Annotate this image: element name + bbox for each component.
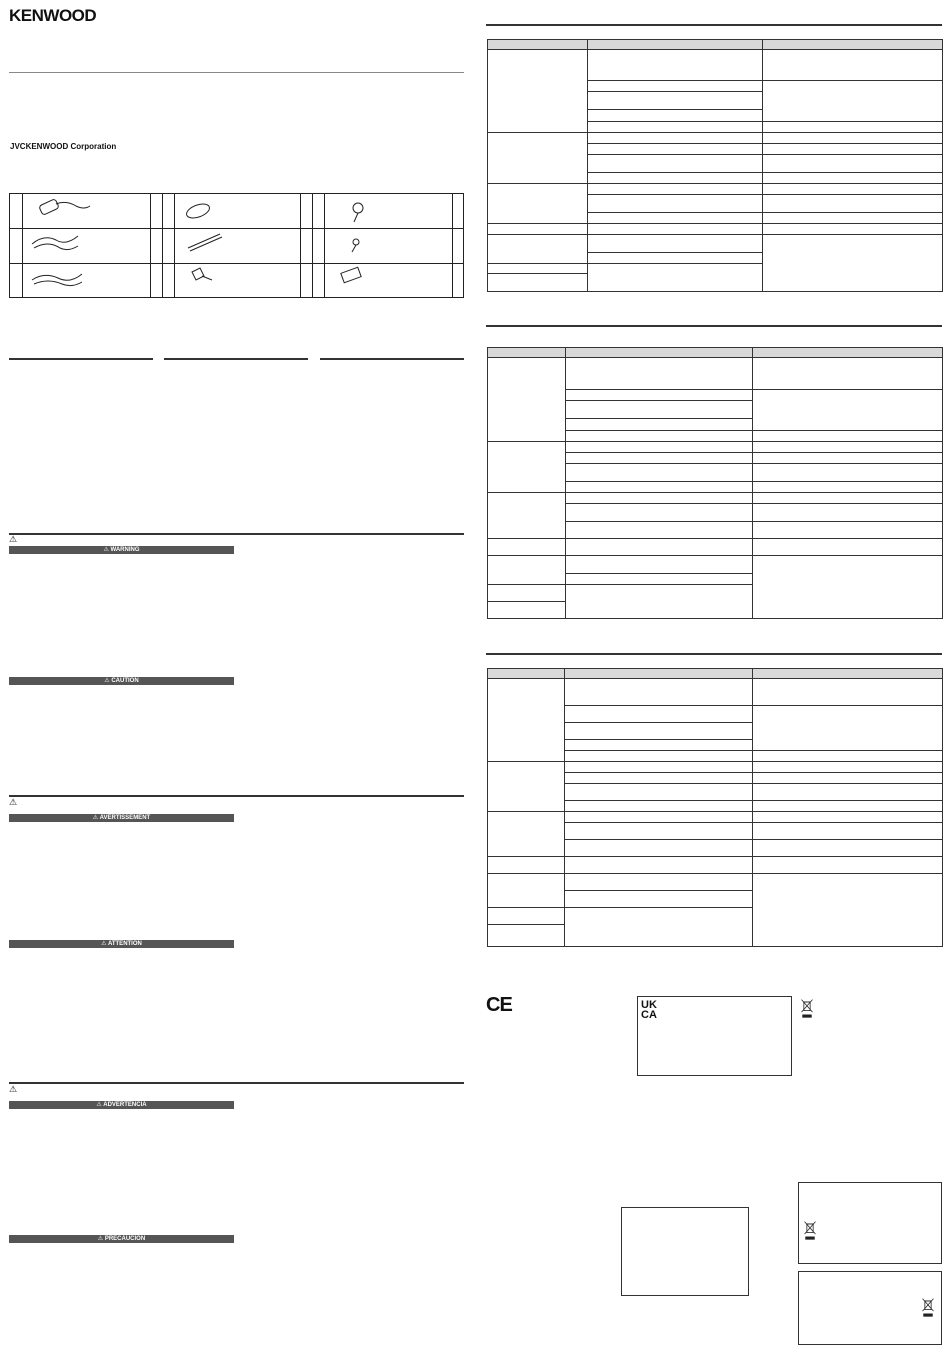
parts-col-divider [312, 194, 313, 297]
warning-triangle-icon: ⚠ [103, 547, 111, 553]
crossed-out-wheelie-bin-icon [799, 998, 815, 1020]
section-rule [9, 358, 153, 360]
parts-col-divider [150, 194, 151, 297]
crossed-out-wheelie-bin-icon [920, 1297, 936, 1319]
parts-illustrations [28, 196, 138, 296]
troubleshooting-table-3 [487, 668, 943, 947]
corporation-name: JVCKENWOOD Corporation [10, 142, 117, 151]
parts-col-divider [22, 194, 23, 297]
header-divider [9, 72, 464, 73]
warning-triangle-icon: ⚠ [9, 797, 18, 807]
warning-triangle-icon: ⚠ [104, 678, 112, 684]
crossed-out-wheelie-bin-icon [802, 1220, 818, 1242]
parts-illustrations-3 [332, 196, 442, 296]
parts-col-divider [324, 194, 325, 297]
parts-col-divider [162, 194, 163, 297]
es-warning-bar: ⚠ ADVERTENCIA [9, 1101, 234, 1109]
parts-col-divider [174, 194, 175, 297]
troubleshooting-table-2 [487, 347, 943, 619]
es-section-rule [9, 1082, 464, 1084]
brand-logo: KENWOOD [9, 6, 97, 25]
section-rule [320, 358, 464, 360]
disposal-box-2 [798, 1271, 942, 1345]
warning-triangle-icon: ⚠ [92, 815, 100, 821]
es-caution-bar: ⚠ PRECAUCIÓN [9, 1235, 234, 1243]
ce-mark: CE [486, 994, 512, 1016]
table1-rule [486, 24, 942, 26]
ukca-box [637, 996, 792, 1076]
table2-rule [486, 325, 942, 327]
info-box [621, 1207, 749, 1296]
warning-triangle-icon: ⚠ [96, 1102, 104, 1108]
fr-caution-bar: ⚠ ATTENTION [9, 940, 234, 948]
fr-section-rule [9, 795, 464, 797]
en-caution-bar: ⚠ CAUTION [9, 677, 234, 685]
warning-triangle-icon: ⚠ [9, 1084, 18, 1094]
table3-rule [486, 653, 942, 655]
parts-col-divider [300, 194, 301, 297]
parts-illustrations-2 [180, 196, 290, 296]
parts-col-divider [452, 194, 453, 297]
warning-triangle-icon: ⚠ [9, 534, 18, 544]
section-rule [164, 358, 308, 360]
troubleshooting-table-1 [487, 39, 943, 292]
en-warning-bar: ⚠ WARNING [9, 546, 234, 554]
fr-warning-bar: ⚠ AVERTISSEMENT [9, 814, 234, 822]
disposal-box-1 [798, 1182, 942, 1264]
parts-list-table [9, 193, 464, 298]
ukca-mark: UK CA [641, 999, 657, 1021]
en-section-rule [9, 533, 464, 535]
warning-triangle-icon: ⚠ [101, 941, 108, 947]
warning-triangle-icon: ⚠ [97, 1236, 105, 1242]
